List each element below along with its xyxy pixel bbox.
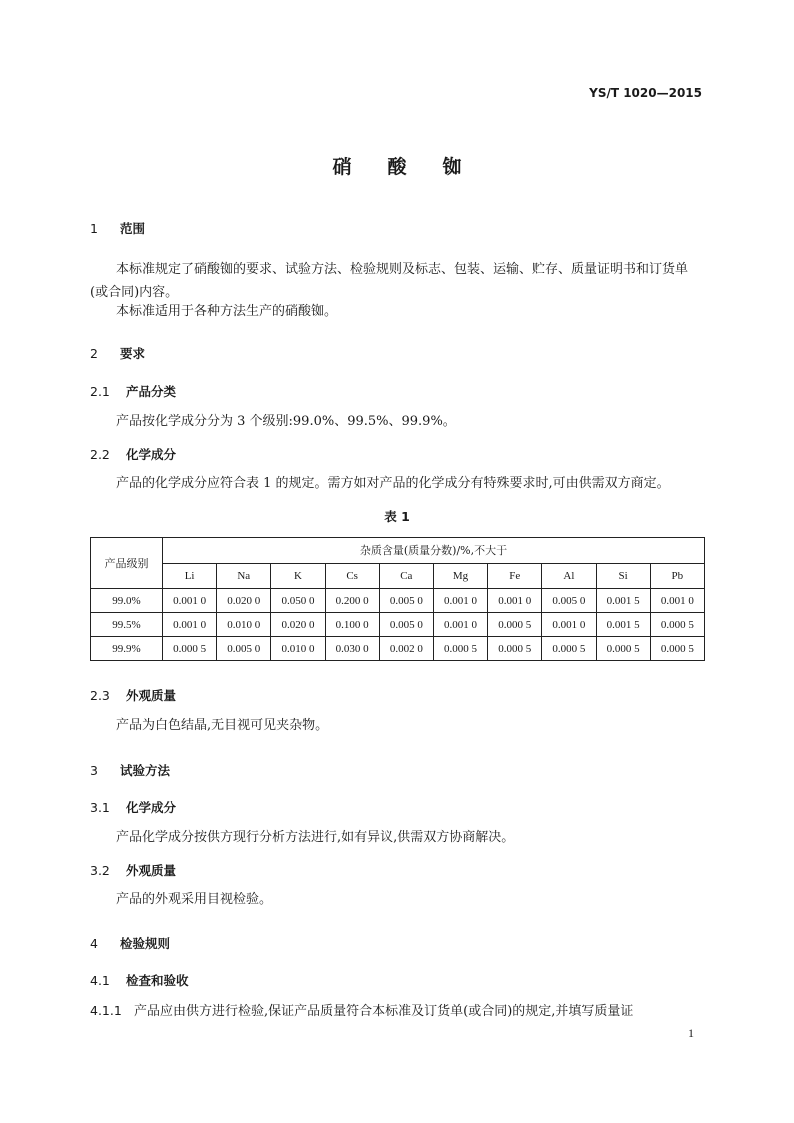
value-cell: 0.005 0 — [542, 589, 596, 613]
element-header-row — [91, 563, 705, 589]
value-cell: 0.005 0 — [217, 637, 271, 661]
section-1-paragraph-2: 本标准适用于各种方法生产的硝酸铷。 — [116, 304, 338, 319]
value-cell: 0.001 5 — [596, 613, 650, 637]
value-cell: 0.001 0 — [650, 589, 704, 613]
section-title: 检验规则 — [120, 936, 171, 951]
section-number: 3.2 — [90, 863, 110, 878]
section-2-heading — [90, 344, 145, 362]
section-title: 化学成分 — [126, 447, 177, 462]
section-1-heading — [90, 219, 145, 237]
section-4-1-1-paragraph — [90, 999, 633, 1023]
section-number: 4 — [90, 936, 98, 951]
section-number: 4.1 — [90, 973, 110, 988]
section-number: 3 — [90, 763, 98, 778]
standard-code: YS/T 1020—2015 — [589, 86, 702, 100]
impurity-group-header: 杂质含量(质量分数)/%,不大于 — [163, 538, 705, 564]
table-row — [91, 589, 705, 613]
value-cell: 0.100 0 — [325, 613, 379, 637]
value-cell: 0.050 0 — [271, 589, 325, 613]
element-header: Li — [163, 563, 217, 589]
document-title: 硝酸铷 — [332, 156, 498, 178]
element-header: Ca — [379, 563, 433, 589]
page-number: 1 — [688, 1026, 694, 1040]
section-4-1-heading — [90, 971, 189, 989]
grade-header: 产品级别 — [91, 538, 163, 589]
section-2-2-paragraph: 产品的化学成分应符合表 1 的规定。需方如对产品的化学成分有特殊要求时,可由供需双方商定。 — [116, 476, 670, 491]
value-cell: 0.010 0 — [271, 637, 325, 661]
section-number: 2.1 — [90, 384, 110, 399]
section-title: 产品分类 — [126, 384, 177, 399]
section-number: 2 — [90, 346, 98, 361]
section-1-paragraph-1: 本标准规定了硝酸铷的要求、试验方法、检验规则及标志、包装、运输、贮存、质量证明书和订货单(或合同)内容。 — [90, 262, 689, 300]
grade-cell: 99.0% — [91, 589, 163, 613]
value-cell: 0.001 0 — [163, 589, 217, 613]
value-cell: 0.002 0 — [379, 637, 433, 661]
section-2-2-heading — [90, 445, 176, 463]
section-3-1-paragraph: 产品化学成分按供方现行分析方法进行,如有异议,供需双方协商解决。 — [116, 830, 515, 845]
section-number: 2.2 — [90, 447, 110, 462]
value-cell: 0.005 0 — [379, 613, 433, 637]
value-cell: 0.000 5 — [650, 613, 704, 637]
section-4-heading — [90, 934, 170, 952]
value-cell: 0.005 0 — [379, 589, 433, 613]
value-cell: 0.030 0 — [325, 637, 379, 661]
element-header: Al — [542, 563, 596, 589]
section-2-1-paragraph: 产品按化学成分分为 3 个级别:99.0%、99.5%、99.9%。 — [116, 414, 456, 429]
value-cell: 0.000 5 — [596, 637, 650, 661]
element-header: K — [271, 563, 325, 589]
section-number: 2.3 — [90, 688, 110, 703]
table-caption: 表 1 — [384, 509, 410, 524]
section-title: 外观质量 — [126, 863, 177, 878]
element-header: Mg — [433, 563, 487, 589]
value-cell: 0.001 0 — [542, 613, 596, 637]
value-cell: 0.001 0 — [433, 589, 487, 613]
section-title: 试验方法 — [120, 763, 171, 778]
element-header: Pb — [650, 563, 704, 589]
value-cell: 0.000 5 — [488, 637, 542, 661]
section-3-heading — [90, 761, 170, 779]
section-title: 要求 — [120, 346, 146, 361]
value-cell: 0.020 0 — [271, 613, 325, 637]
section-number: 1 — [90, 221, 98, 236]
section-2-3-heading — [90, 686, 176, 704]
value-cell: 0.001 5 — [596, 589, 650, 613]
value-cell: 0.000 5 — [433, 637, 487, 661]
element-header: Fe — [488, 563, 542, 589]
section-2-3-paragraph: 产品为白色结晶,无目视可见夹杂物。 — [116, 718, 329, 733]
section-title: 范围 — [120, 221, 146, 236]
value-cell: 0.001 0 — [488, 589, 542, 613]
element-header: Si — [596, 563, 650, 589]
section-number: 4.1.1 — [90, 1003, 122, 1018]
paragraph-text: 产品应由供方进行检验,保证产品质量符合本标准及订货单(或合同)的规定,并填写质量证 — [134, 1004, 634, 1019]
section-title: 外观质量 — [126, 688, 177, 703]
grade-cell: 99.9% — [91, 637, 163, 661]
value-cell: 0.000 5 — [163, 637, 217, 661]
section-3-1-heading — [90, 798, 176, 816]
value-cell: 0.000 5 — [488, 613, 542, 637]
section-2-1-heading — [90, 382, 176, 400]
table-row — [91, 613, 705, 637]
element-header: Cs — [325, 563, 379, 589]
section-number: 3.1 — [90, 800, 110, 815]
section-3-2-heading — [90, 861, 176, 879]
value-cell: 0.000 5 — [542, 637, 596, 661]
section-title: 检查和验收 — [126, 973, 189, 988]
grade-cell: 99.5% — [91, 613, 163, 637]
value-cell: 0.001 0 — [163, 613, 217, 637]
section-title: 化学成分 — [126, 800, 177, 815]
section-3-2-paragraph: 产品的外观采用目视检验。 — [116, 892, 273, 907]
value-cell: 0.020 0 — [217, 589, 271, 613]
impurity-table — [90, 537, 705, 661]
value-cell: 0.200 0 — [325, 589, 379, 613]
value-cell: 0.001 0 — [433, 613, 487, 637]
value-cell: 0.000 5 — [650, 637, 704, 661]
value-cell: 0.010 0 — [217, 613, 271, 637]
element-header: Na — [217, 563, 271, 589]
table-row — [91, 637, 705, 661]
